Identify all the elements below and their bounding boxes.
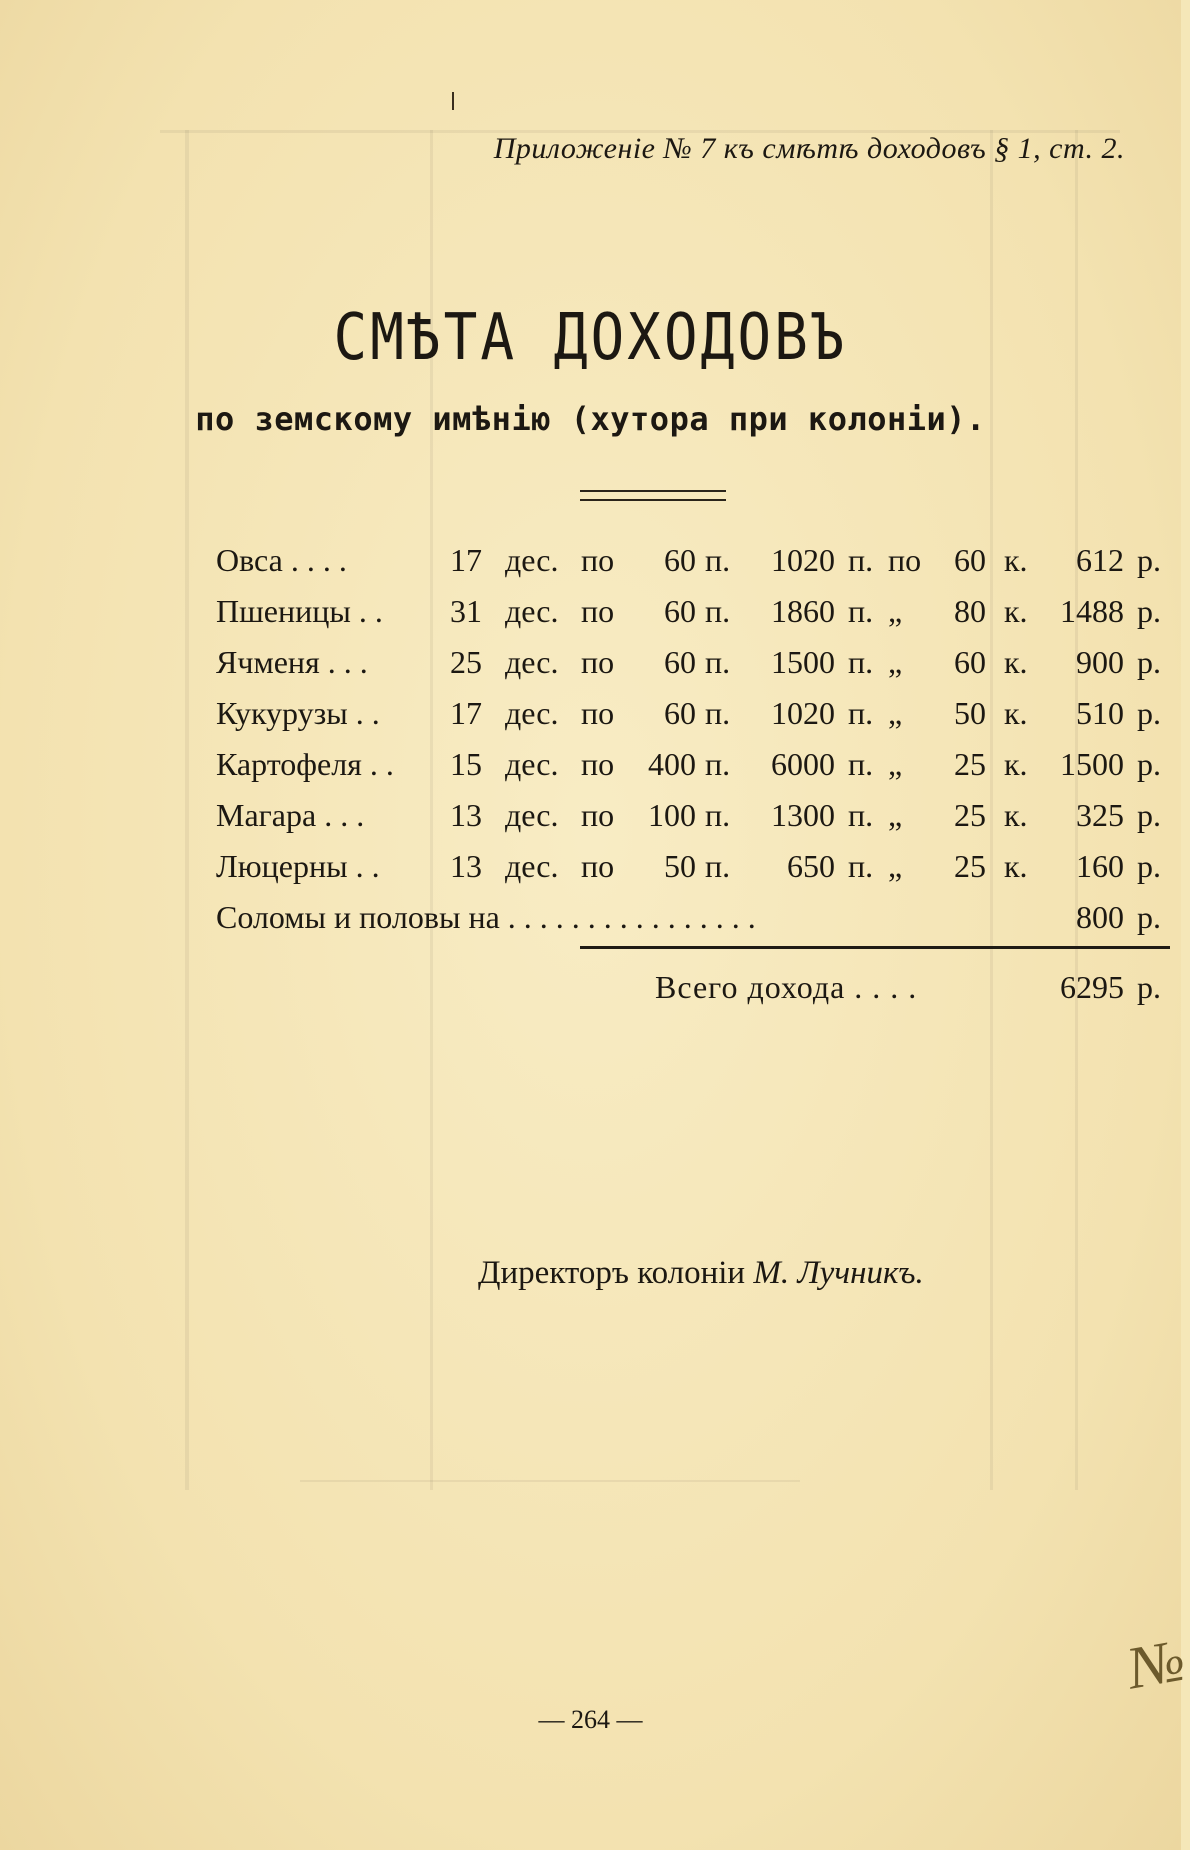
area-unit: дес. <box>505 593 559 629</box>
sum-unit: р. <box>1137 746 1161 782</box>
appendix-note: Приложеніе № 7 къ смѣтѣ доходовъ § 1, ст. 2. <box>493 132 1125 165</box>
yield-unit: п. <box>705 746 731 782</box>
director-label: Директоръ колоніи <box>478 1255 746 1291</box>
sum-unit: р. <box>1137 899 1161 935</box>
table-row <box>0 841 1181 891</box>
total-value: 1300 <box>771 797 835 833</box>
area-value: 17 <box>450 542 482 578</box>
page-title: СМѢТА ДОХОДОВЪ <box>333 300 848 375</box>
sum-unit: р. <box>1137 797 1161 833</box>
total-value: 1500 <box>771 644 835 680</box>
table-row <box>0 739 1181 789</box>
table-row <box>0 535 1181 585</box>
handwritten-mark: № <box>1122 1626 1190 1702</box>
price-value: 25 <box>954 746 986 782</box>
crop-name: Картофеля . . <box>216 746 394 782</box>
price-value: 25 <box>954 797 986 833</box>
po-word-2: „ <box>888 695 903 731</box>
price-value: 60 <box>954 644 986 680</box>
yield-value: 60 <box>664 542 696 578</box>
po-word-2: „ <box>888 644 903 680</box>
director-signature <box>478 1255 924 1292</box>
po-word: по <box>581 848 615 884</box>
total-value: 1860 <box>771 593 835 629</box>
price-unit: к. <box>1004 695 1028 731</box>
sum-value: 325 <box>1076 797 1124 833</box>
table-row <box>0 637 1181 687</box>
price-unit: к. <box>1004 848 1028 884</box>
total-unit: п. <box>848 593 874 629</box>
total-unit: р. <box>1137 969 1161 1005</box>
bleed-through-rule <box>300 1480 800 1482</box>
area-unit: дес. <box>505 797 559 833</box>
area-value: 17 <box>450 695 482 731</box>
area-value: 13 <box>450 797 482 833</box>
yield-value: 400 <box>648 746 696 782</box>
print-mark <box>452 92 454 110</box>
total-value: 1020 <box>771 695 835 731</box>
total-sum: 6295 <box>1060 969 1124 1005</box>
po-word: по <box>581 542 615 578</box>
po-word-2: „ <box>888 848 903 884</box>
director-name: М. Лучникъ. <box>753 1255 924 1291</box>
crop-name: Овса . . . . <box>216 542 347 578</box>
sum-unit: р. <box>1137 695 1161 731</box>
yield-unit: п. <box>705 542 731 578</box>
sum-unit: р. <box>1137 593 1161 629</box>
price-value: 50 <box>954 695 986 731</box>
po-word-2: „ <box>888 746 903 782</box>
po-word: по <box>581 746 615 782</box>
crop-name: Кукурузы . . <box>216 695 380 731</box>
sum-value: 612 <box>1076 542 1124 578</box>
yield-unit: п. <box>705 593 731 629</box>
table-row <box>0 688 1181 738</box>
total-unit: п. <box>848 542 874 578</box>
page-subtitle: по земскому имѣнію (хутора при колоніи). <box>195 400 986 438</box>
price-unit: к. <box>1004 644 1028 680</box>
yield-unit: п. <box>705 797 731 833</box>
sum-value: 1500 <box>1060 746 1124 782</box>
total-unit: п. <box>848 848 874 884</box>
yield-value: 50 <box>664 848 696 884</box>
total-row <box>0 962 1181 1012</box>
area-unit: дес. <box>505 848 559 884</box>
po-word-2: „ <box>888 593 903 629</box>
yield-value: 100 <box>648 797 696 833</box>
area-value: 13 <box>450 848 482 884</box>
straw-label: Соломы и половы на . . . . . . . . . . . . . . . . <box>216 899 756 935</box>
table-row <box>0 586 1181 636</box>
crop-name: Люцерны . . <box>216 848 380 884</box>
title-divider <box>580 490 726 501</box>
sum-value: 1488 <box>1060 593 1124 629</box>
po-word: по <box>581 695 615 731</box>
sum-value: 160 <box>1076 848 1124 884</box>
total-label: Всего дохода . . . . <box>655 969 918 1005</box>
total-unit: п. <box>848 797 874 833</box>
crop-name: Пшеницы . . <box>216 593 383 629</box>
sum-value: 510 <box>1076 695 1124 731</box>
sum-value: 800 <box>1076 899 1124 935</box>
crop-name: Ячменя . . . <box>216 644 368 680</box>
price-unit: к. <box>1004 746 1028 782</box>
sum-value: 900 <box>1076 644 1124 680</box>
page-number: — 264 — <box>538 1705 643 1734</box>
summary-divider <box>580 946 1170 949</box>
total-unit: п. <box>848 746 874 782</box>
price-value: 25 <box>954 848 986 884</box>
total-value: 1020 <box>771 542 835 578</box>
sum-unit: р. <box>1137 848 1161 884</box>
price-unit: к. <box>1004 542 1028 578</box>
crop-name: Магара . . . <box>216 797 365 833</box>
total-value: 650 <box>787 848 835 884</box>
area-value: 31 <box>450 593 482 629</box>
straw-row <box>0 892 1181 942</box>
area-value: 25 <box>450 644 482 680</box>
yield-value: 60 <box>664 644 696 680</box>
yield-unit: п. <box>705 695 731 731</box>
po-word: по <box>581 644 615 680</box>
sum-unit: р. <box>1137 542 1161 578</box>
area-unit: дес. <box>505 542 559 578</box>
po-word: по <box>581 797 615 833</box>
sum-unit: р. <box>1137 644 1161 680</box>
po-word-2: „ <box>888 797 903 833</box>
yield-value: 60 <box>664 695 696 731</box>
area-unit: дес. <box>505 644 559 680</box>
total-unit: п. <box>848 644 874 680</box>
price-value: 60 <box>954 542 986 578</box>
area-unit: дес. <box>505 695 559 731</box>
total-unit: п. <box>848 695 874 731</box>
yield-value: 60 <box>664 593 696 629</box>
table-row <box>0 790 1181 840</box>
yield-unit: п. <box>705 848 731 884</box>
yield-unit: п. <box>705 644 731 680</box>
area-unit: дес. <box>505 746 559 782</box>
area-value: 15 <box>450 746 482 782</box>
po-word-2: по <box>888 542 922 578</box>
price-unit: к. <box>1004 593 1028 629</box>
price-unit: к. <box>1004 797 1028 833</box>
price-value: 80 <box>954 593 986 629</box>
total-value: 6000 <box>771 746 835 782</box>
po-word: по <box>581 593 615 629</box>
